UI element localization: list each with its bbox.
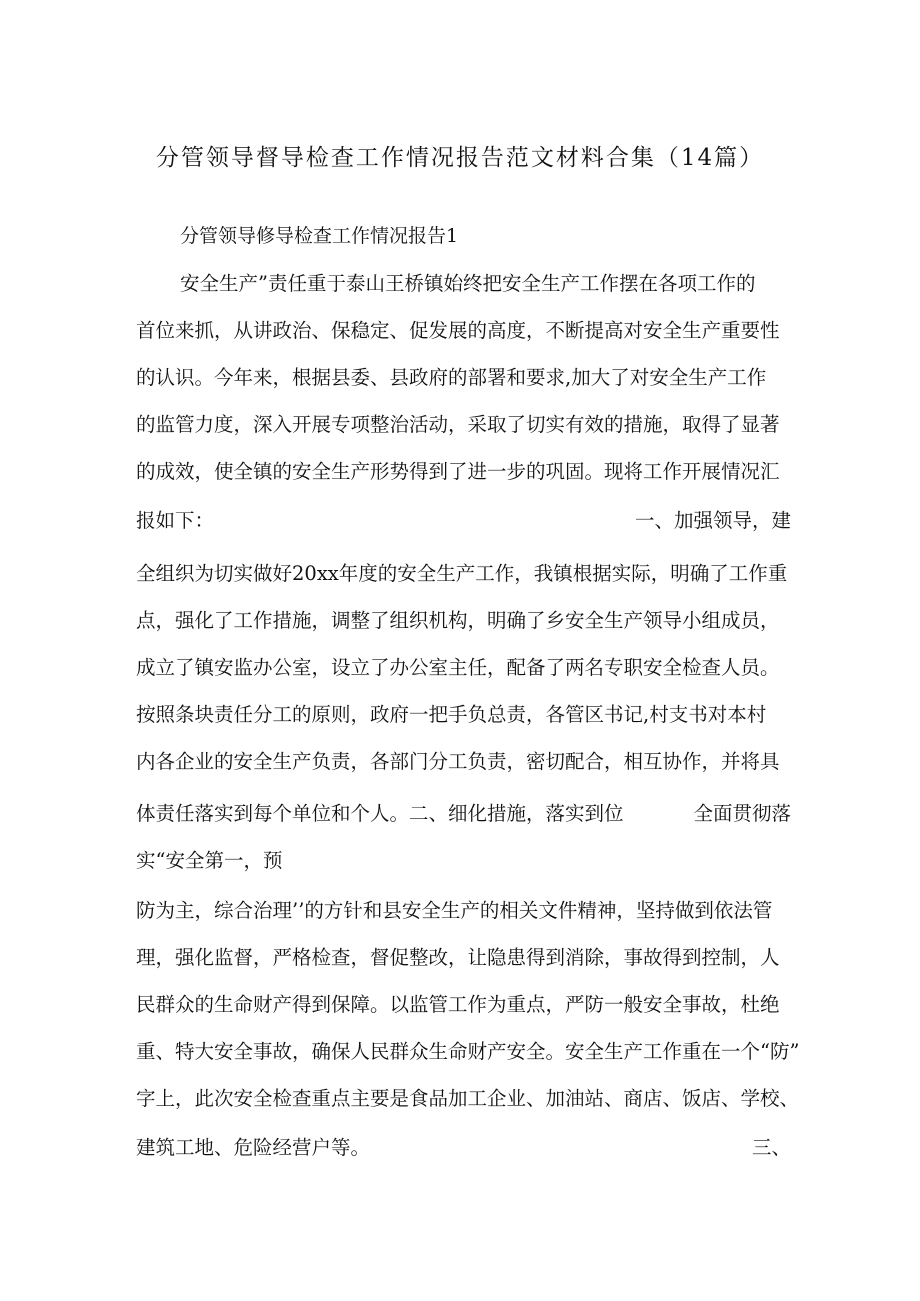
paragraph-line: 实“安全第一，预 — [136, 849, 283, 872]
paragraph-line: 字上，此次安全检查重点主要是食品加工企业、加油站、商店、饭店、学校、 — [136, 1087, 800, 1110]
line-right-text: 一、加强领导，建 — [634, 509, 791, 532]
document-title: 分管领导督导检查工作情况报告范文材料合集（14篇） — [155, 145, 765, 171]
line-right-text: 三、 — [751, 1136, 791, 1159]
paragraph-line: 的成效，使全镇的安全生产形势得到了进一步的巩固。现将工作开展情况汇 — [136, 460, 780, 483]
paragraph-line: 点，强化了工作措施，调整了组织机构，明确了乡安全生产领导小组成员， — [136, 609, 780, 632]
paragraph-line: 重、特大安全事故，确保人民群众生命财产安全。安全生产工作重在一个“防” — [136, 1040, 800, 1063]
line-left-text: 建筑工地、危险经营户等。 — [136, 1136, 371, 1159]
paragraph-line: 安全生产”责任重于泰山王桥镇始终把安全生产工作摆在各项工作的 — [180, 272, 756, 295]
paragraph-line — [136, 800, 791, 828]
paragraph-line: 成立了镇安监办公室，设立了办公室主任，配备了两名专职安全检查人员。 — [136, 656, 780, 679]
paragraph-line: 的认识。今年来，根据县委、县政府的部署和要求,加大了对安全生产工作 — [136, 366, 767, 389]
paragraph-line: 的监管力度，深入开展专项整治活动，采取了切实有效的措施，取得了显著 — [136, 413, 780, 436]
paragraph-line: 全组织为切实做好20xx年度的安全生产工作，我镇根据实际，明确了工作重 — [136, 562, 788, 585]
paragraph-line: 民群众的生命财产得到保障。以监管工作为重点，严防一般安全事故，杜绝 — [136, 993, 780, 1016]
paragraph-line: 首位来抓，从讲政治、保稳定、促发展的高度，不断提高对安全生产重要性 — [136, 319, 780, 342]
line-left-text: 体责任落实到每个单位和个人。二、细化措施，落实到位 — [136, 802, 624, 825]
section-heading: 分管领导修导检查工作情况报告1 — [180, 225, 459, 247]
paragraph-line — [136, 507, 791, 535]
paragraph-line: 理，强化监督，严格检查，督促整改，让隐患得到消除，事故得到控制，人 — [136, 946, 780, 969]
line-left-text: 报如下： — [136, 509, 215, 532]
paragraph-line — [136, 1134, 791, 1162]
paragraph-line: 内各企业的安全生产负责，各部门分工负责，密切配合，相互协作，并将具 — [136, 750, 780, 773]
paragraph-line: 防为主，综合治理’’的方针和县安全生产的相关文件精神，坚持做到依法管 — [136, 899, 773, 922]
line-right-text: 全面贯彻落 — [693, 802, 791, 825]
paragraph-line: 按照条块责任分工的原则，政府一把手负总责，各管区书记,村支书对本村 — [136, 703, 767, 726]
